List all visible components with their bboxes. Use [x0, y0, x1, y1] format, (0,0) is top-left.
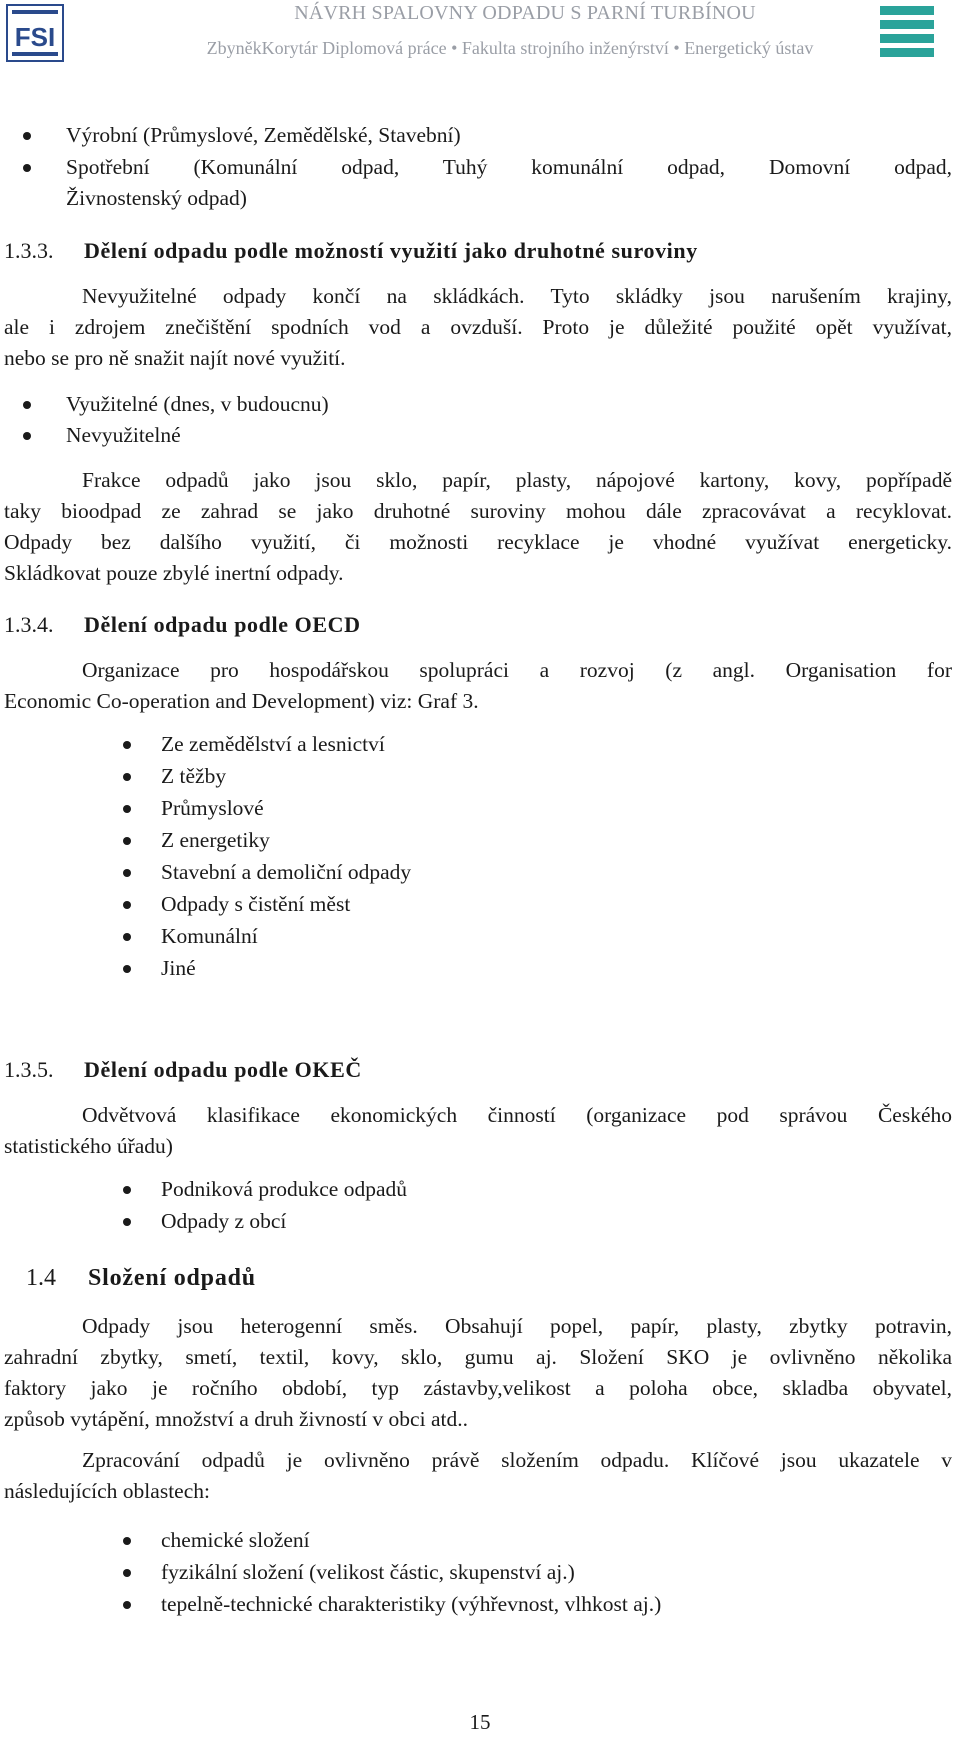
bullet-dot — [23, 432, 31, 440]
header-thesis-type: Diplomová práce — [322, 38, 447, 58]
bullet-dot — [123, 1218, 131, 1226]
bullet-dot — [23, 132, 31, 140]
list-item: Odpady z obcí — [161, 1209, 287, 1233]
list-item: tepelně-technické charakteristiky (výhřevnost, vlhkost aj.) — [161, 1592, 662, 1616]
bullet-dot — [123, 1601, 131, 1609]
list-item: Komunální — [161, 924, 258, 948]
list-item: Průmyslové — [161, 796, 264, 820]
list-item: Jiné — [161, 956, 196, 980]
header-institute: Energetický ústav — [684, 38, 814, 58]
logo-text: FSI — [14, 22, 56, 52]
paragraph: Organizace pro hospodářskou spolupráci a rozvoj (z angl. Organisation for Economic Co-operation and Development) viz: Graf 3. — [4, 658, 952, 713]
paragraph: Odpady jsou heterogenní směs. Obsahují popel, papír, plasty, zbytky potravin, zahradní zbytky, smetí, textil, kovy, sklo, gumu aj. Složení SKO je ovlivněno několika faktory jako je ročního období, typ zástavby,velikost a poloha obce, skladba obyvatel, způsob vytápění, množství a druh živností v obci atd.. — [4, 1314, 952, 1431]
bullet-dot — [123, 837, 131, 845]
paragraph: Odvětvová klasifikace ekonomických činností (organizace pod správou Českého statistického úřadu) — [4, 1103, 952, 1158]
bullet-dot — [123, 1569, 131, 1577]
paragraph: Zpracování odpadů je ovlivněno právě složením odpadu. Klíčové jsou ukazatele v následujících oblastech: — [4, 1448, 952, 1503]
bullet-separator: • — [451, 38, 458, 58]
bullet-dot — [123, 1537, 131, 1545]
bullet-dot — [23, 164, 31, 172]
list-item: chemické složení — [161, 1528, 310, 1552]
section-heading-1-3-4: 1.3.4. Dělení odpadu podle OECD — [4, 612, 361, 637]
institute-logo — [878, 4, 936, 62]
list-item-continuation: Živnostenský odpad) — [66, 186, 247, 210]
list-item: fyzikální složení (velikost částic, skupenství aj.) — [161, 1560, 575, 1584]
bullet-dot — [123, 933, 131, 941]
bullet-dot — [123, 965, 131, 973]
fsi-logo — [6, 4, 64, 62]
list-item: Ze zemědělství a lesnictví — [161, 732, 385, 756]
bullet-dot — [123, 773, 131, 781]
list-item: Z energetiky — [161, 828, 270, 852]
list-item: Výrobní (Průmyslové, Zemědělské, Stavební) — [66, 123, 461, 147]
list-item: Odpady s čistění měst — [161, 892, 351, 916]
header-subtitle — [150, 38, 870, 59]
list-item: Nevyužitelné — [66, 423, 181, 447]
bullet-dot — [123, 1186, 131, 1194]
header-title: NÁVRH SPALOVNY ODPADU S PARNÍ TURBÍNOU — [294, 2, 756, 24]
header-faculty: Fakulta strojního inženýrství — [461, 38, 669, 58]
paragraph: Frakce odpadů jako jsou sklo, papír, plasty, nápojové kartony, kovy, popřípadě taky bioodpad ze zahrad se jako druhotné suroviny mohou dále zpracovávat a recyklovat. Odpady bez dalšího využití, či možnosti recyklace je vhodné využívat energeticky. Skládkovat pouze zbylé inertní odpady. — [4, 468, 952, 585]
section-heading-1-3-3: 1.3.3. Dělení odpadu podle možností využití jako druhotné suroviny — [4, 238, 698, 263]
list-item: Stavební a demoliční odpady — [161, 860, 412, 884]
page-number: 15 — [469, 1710, 491, 1734]
header-author: ZbyněkKorytár — [206, 38, 318, 58]
bullet-dot — [123, 901, 131, 909]
bullet-dot — [123, 741, 131, 749]
list-item: Podniková produkce odpadů — [161, 1177, 408, 1201]
list-item: Využitelné (dnes, v budoucnu) — [66, 392, 329, 416]
section-heading-1-3-5: 1.3.5. Dělení odpadu podle OKEČ — [4, 1057, 362, 1082]
bullet-dot — [123, 869, 131, 877]
paragraph: Nevyužitelné odpady končí na skládkách. Tyto skládky jsou narušením krajiny, ale i zdrojem znečištění spodních vod a ovzduší. Proto je důležité použité opět využívat, nebo se pro ně snažit najít nové využití. — [4, 284, 952, 370]
bullet-dot — [23, 401, 31, 409]
section-heading-1-4: 1.4 Složení odpadů — [26, 1265, 256, 1291]
list-item: Z těžby — [161, 764, 227, 788]
list-item: Spotřební (Komunální odpad, Tuhý komunální odpad, Domovní odpad, — [66, 155, 952, 179]
bullet-separator: • — [673, 38, 680, 58]
bullet-dot — [123, 805, 131, 813]
